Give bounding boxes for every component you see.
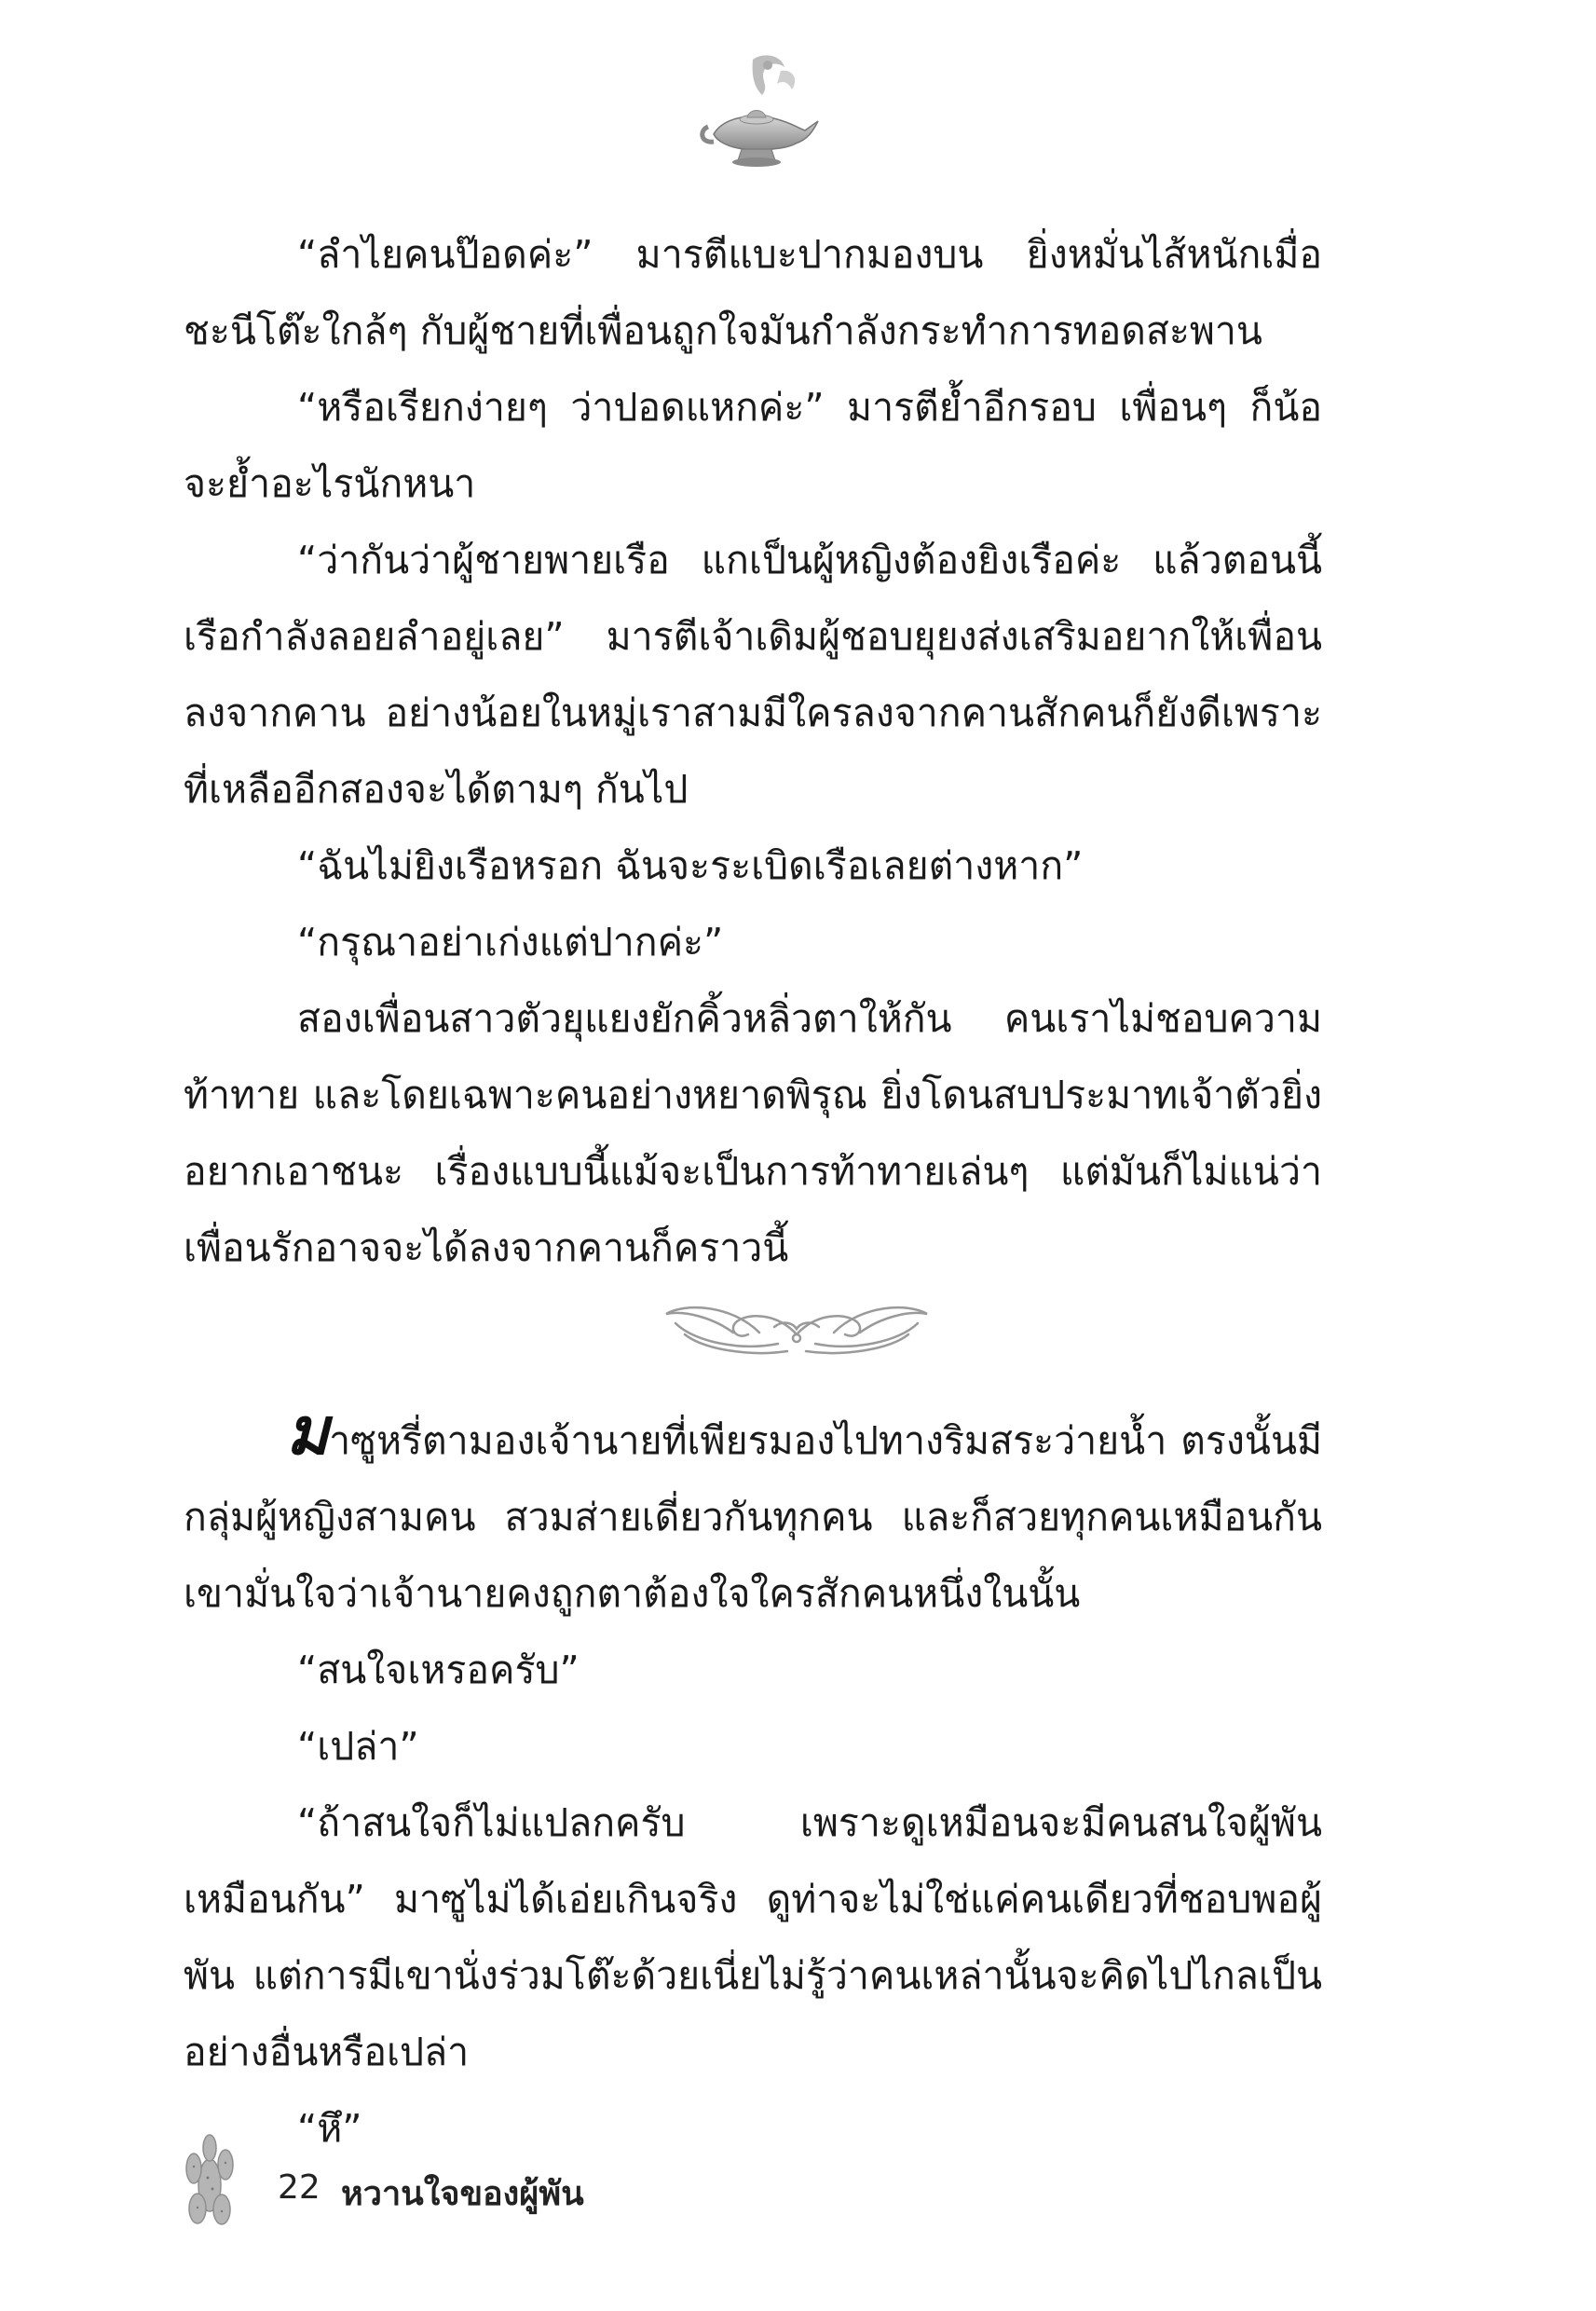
section-1-text — [184, 216, 1322, 1286]
ornament-divider-icon — [648, 1286, 946, 1370]
paragraph: “กรุณาอย่าเก่งแต่ปากค่ะ” — [297, 920, 724, 964]
paragraph: สองเพื่อนสาวตัวยุแยงยักคิ้วหลิ่วตาให้กัน คนเราไม่ชอบความท้าทาย และโดยเฉพาะคนอย่างหยาดพิรุณ ยิ่งโดนสบประมาทเจ้าตัวยิ่งอยากเอาชนะ เรื่องแบบนี้แม้จะเป็นการท้าทายเล่นๆ แต่มันก็ไม่แน่ว่าเพื่อนรักอาจจะได้ลงจากคานก็คราวนี้ — [184, 996, 1322, 1270]
paragraph: “ฉันไม่ยิงเรือหรอก ฉันจะระเบิดเรือเลยต่างหาก” — [297, 843, 1084, 888]
paragraph: “หรือเรียกง่ายๆ ว่าปอดแหกค่ะ” มารตีย้ำอีกรอบ เพื่อนๆ ก็น้อจะย้ำอะไรนักหนา — [184, 385, 1322, 506]
page-number: 22 — [278, 2168, 321, 2207]
paragraph — [184, 1392, 1322, 1632]
page-footer — [177, 2120, 829, 2232]
book-title: หวานใจของผู้พัน — [341, 2175, 584, 2213]
drop-cap: ม — [286, 1392, 330, 1470]
cactus-icon — [177, 2120, 242, 2232]
genie-lamp-icon — [695, 52, 825, 173]
paragraph: “เปล่า” — [297, 1724, 419, 1769]
paragraph: “ลำไยคนป๊อดค่ะ” มารตีแบะปากมองบน ยิ่งหมั่นไส้หนักเมื่อชะนีโต๊ะใกล้ๆ กับผู้ชายที่เพื่อนถูกใจมันกำลังกระทำการทอดสะพาน — [184, 232, 1322, 353]
paragraph: “สนใจเหรอครับ” — [297, 1648, 580, 1692]
paragraph: “ถ้าสนใจก็ไม่แปลกครับ เพราะดูเหมือนจะมีคนสนใจผู้พันเหมือนกัน” มาซูไม่ได้เอ่ยเกินจริง ดูท่าจะไม่ใช่แค่คนเดียวที่ชอบพอผู้พัน แต่การมีเขานั่งร่วมโต๊ะด้วยเนี่ยไม่รู้ว่าคนเหล่านั้นจะคิดไปไกลเป็นอย่างอื่นหรือเปล่า — [184, 1800, 1322, 2074]
paragraph: “ว่ากันว่าผู้ชายพายเรือ แกเป็นผู้หญิงต้องยิงเรือค่ะ แล้วตอนนี้เรือกำลังลอยลำอยู่เลย” มารตีเจ้าเดิมผู้ชอบยุยงส่งเสริมอยากให้เพื่อนลงจากคาน อย่างน้อยในหมู่เราสามมีใครลงจากคานสักคนก็ยังดีเพราะที่เหลืออีกสองจะได้ตามๆ กันไป — [184, 538, 1322, 812]
paragraph: “หึ” — [297, 2106, 362, 2151]
section-2-text — [184, 1392, 1322, 2167]
paragraph-text: าซูหรี่ตามองเจ้านายที่เพียรมองไปทางริมสระว่ายน้ำ ตรงนั้นมีกลุ่มผู้หญิงสามคน สวมส่ายเดี่ยวกันทุกคน และก็สวยทุกคนเหมือนกัน เขามั่นใจว่าเจ้านายคงถูกตาต้องใจใครสักคนหนึ่งในนั้น — [184, 1418, 1322, 1616]
